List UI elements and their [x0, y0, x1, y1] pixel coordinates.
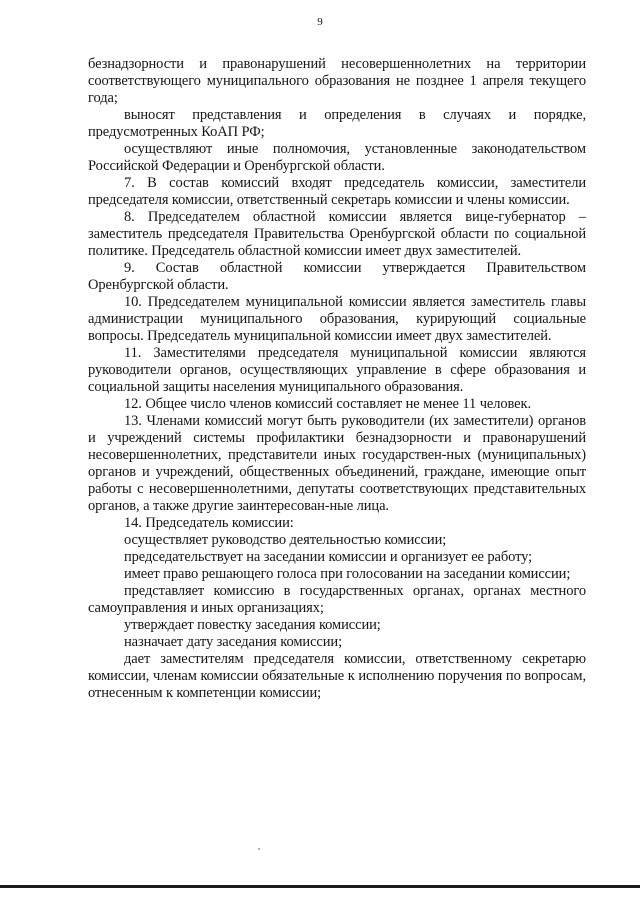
document-body — [88, 56, 586, 702]
paragraph: утверждает повестку заседания комиссии; — [124, 617, 381, 633]
paragraph-continuation: безнадзорности и правонарушений несовершеннолетних на территории соответствующего муниципального образования не позднее 1 апреля текущего года; — [88, 56, 586, 106]
paragraph: выносят представления и определения в случаях и порядке, предусмотренных КоАП РФ; — [88, 107, 586, 140]
paragraph-item-9: 9. Состав областной комиссии утверждается Правительством Оренбургской области. — [88, 260, 586, 293]
paragraph-item-13: 13. Членами комиссий могут быть руководители (их заместители) органов и учреждений системы профилактики безнадзорности и правонарушений несовершеннолетних, представители иных государствен-ных (муниципальных) органов и учреждений, общественных объединений, граждане, имеющие опыт работы с несовершеннолетними, депутаты соответствующих представительных органов, а также другие заинтересован-ные лица. — [88, 413, 586, 514]
paragraph: осуществляют иные полномочия, установленные законодательством Российской Федерации и Оренбургской области. — [88, 141, 586, 174]
paragraph-item-10: 10. Председателем муниципальной комиссии является заместитель главы администрации муниципального образования, курирующий социальные вопросы. Председатель муниципальной комиссии имеет двух заместителей. — [88, 294, 586, 344]
paragraph: представляет комиссию в государственных органах, органах местного самоуправления и иных организациях; — [88, 583, 586, 616]
paragraph: дает заместителям председателя комиссии, ответственному секретарю комиссии, членам комиссии обязательные к исполнению поручения по вопросам, отнесенным к компетенции комиссии; — [88, 651, 586, 701]
page-number: 9 — [317, 16, 323, 28]
paragraph-item-12: 12. Общее число членов комиссий составляет не менее 11 человек. — [124, 396, 531, 412]
paragraph: назначает дату заседания комиссии; — [124, 634, 343, 650]
paragraph: имеет право решающего голоса при голосовании на заседании комиссии; — [124, 566, 571, 582]
paragraph-item-14: 14. Председатель комиссии: — [124, 515, 294, 531]
page-bottom-border — [0, 885, 640, 888]
paragraph: осуществляет руководство деятельностью комиссии; — [124, 532, 447, 548]
paragraph-item-7: 7. В состав комиссий входят председатель комиссии, заместители председателя комиссии, ответственный секретарь комиссии и члены комиссии. — [88, 175, 586, 208]
paragraph-item-8: 8. Председателем областной комиссии является вице-губернатор – заместитель председателя Правительства Оренбургской области по социальной политике. Председатель областной комиссии имеет двух заместителей. — [88, 209, 586, 259]
paragraph: председательствует на заседании комиссии и организует ее работу; — [124, 549, 533, 565]
scan-speck — [258, 848, 260, 850]
paragraph-item-11: 11. Заместителями председателя муниципальной комиссии являются руководители органов, осуществляющих управление в сфере образования и социальной защиты населения муниципального образования. — [88, 345, 586, 395]
